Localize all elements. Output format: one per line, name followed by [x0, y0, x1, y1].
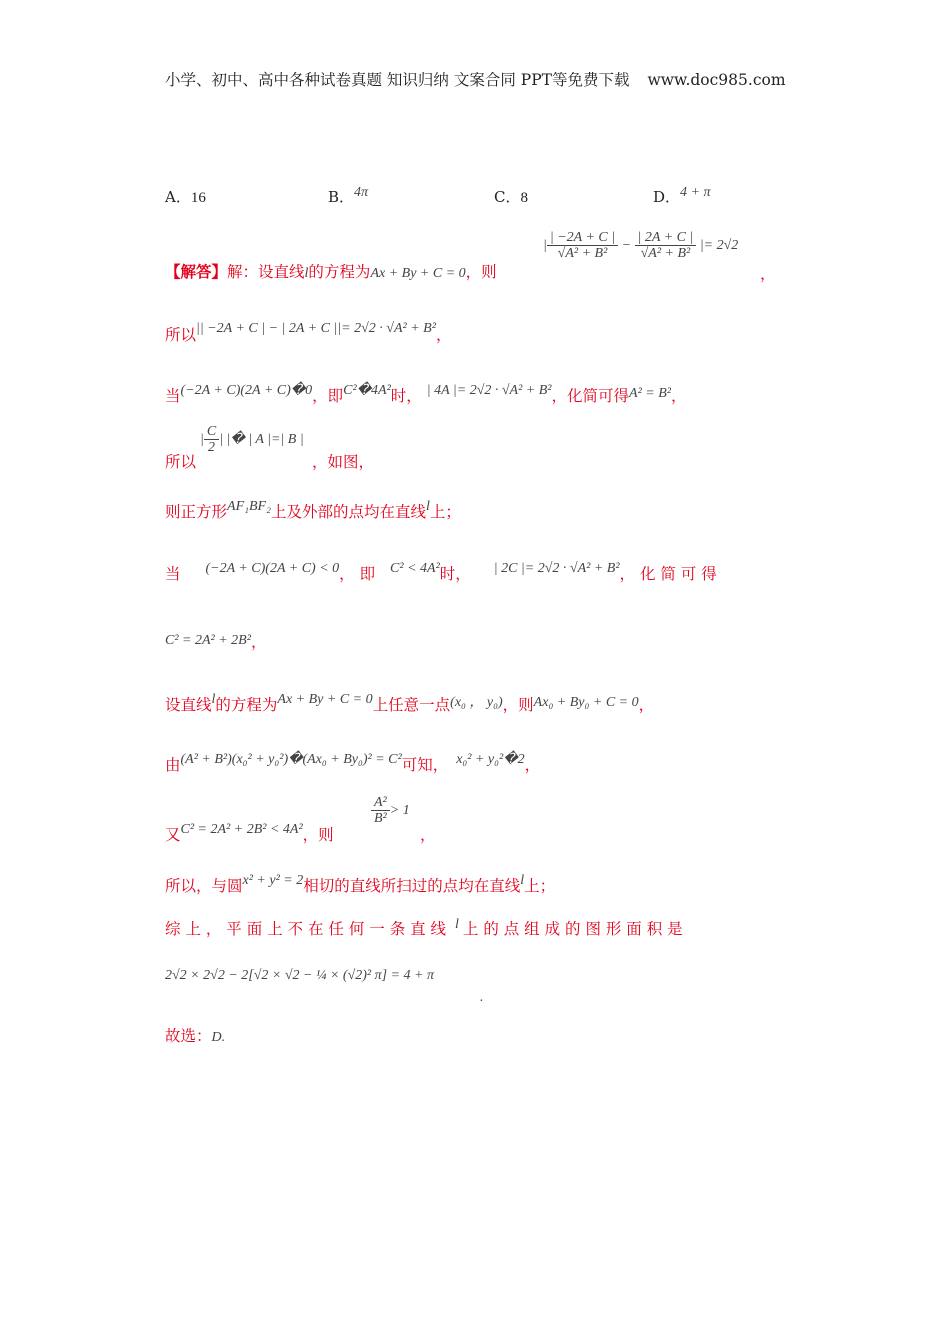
solution-line-5: 则正方形AF₁BF₂上及外部的点均在直线l上；	[165, 499, 461, 521]
solution-line-3: 当(−2A + C)(2A + C)�0，即C²�4A²时， | 4A |= 2√2 · √A² + B²，化简可得A² = B²，	[165, 383, 687, 405]
option-d: D．4 + π	[653, 185, 711, 206]
solution-line-11: 所以，与圆x² + y² = 2相切的直线所扫过的点均在直线l上；	[165, 873, 556, 895]
solution-line-1: 【解答】解：设直线l的方程为Ax + By + C = 0，则	[165, 263, 497, 281]
option-a: A．16	[165, 188, 206, 206]
solution-line-7: C² = 2A² + 2B²，	[165, 633, 267, 651]
solution-tag: 【解答】	[165, 263, 228, 281]
solution-line-10: 又C² = 2A² + 2B² < 4A²，则	[165, 822, 334, 844]
header-site: www.doc985.com	[647, 71, 786, 89]
solution-line-2: 所以|| −2A + C | − | 2A + C ||= 2√2 · √A² + B²，	[165, 321, 452, 344]
option-b: B．4π	[328, 185, 369, 206]
area-expression: 2√2 × 2√2 − 2[√2 × √2 − ¼ × (√2)² π] = 4 + π	[165, 968, 434, 983]
page-header	[165, 68, 786, 90]
abs-fraction: | $\frac{C}{2}$ | |� | A |=| B |	[200, 424, 304, 456]
answer-letter: D	[211, 1030, 222, 1045]
solution-line-6: 当 (−2A + C)(2A + C) < 0， 即 C² < 4A²时， | 2C |= 2√2 · √A² + B²， 化 简 可 得	[165, 561, 717, 583]
solution-line-9: 由(A² + B²)(x₀² + y₀²)�(Ax₀ + By₀)² = C²可知， x₀² + y₀²�2，	[165, 752, 541, 774]
solution-line-12: 综 上 ， 平 面 上 不 在 任 何 一 条 直 线 l 上 的 点 组 成 的 图 形 面 积 是	[165, 917, 683, 938]
ratio-fraction: $\frac{\text{A²}}{\text{B²}}$ > 1	[371, 795, 410, 827]
option-c: C．8	[494, 188, 528, 206]
distance-equation: | $\frac{| -2A + C |}{\text{√A² + B²}}$ − $\frac{| 2A + C |}{\text{√A² + B²}}$ |= 2√2	[543, 230, 739, 262]
solution-line-4: 所以	[165, 453, 197, 471]
solution-line-14: 故选：D.	[165, 1027, 226, 1045]
header-text: 小学、初中、高中各种试卷真题 知识归纳 文案合同 PPT等免费下载	[165, 71, 630, 89]
solution-line-8: 设直线l的方程为Ax + By + C = 0上任意一点(x₀ ， y₀)，则Ax₀ + By₀ + C = 0，	[165, 692, 655, 714]
